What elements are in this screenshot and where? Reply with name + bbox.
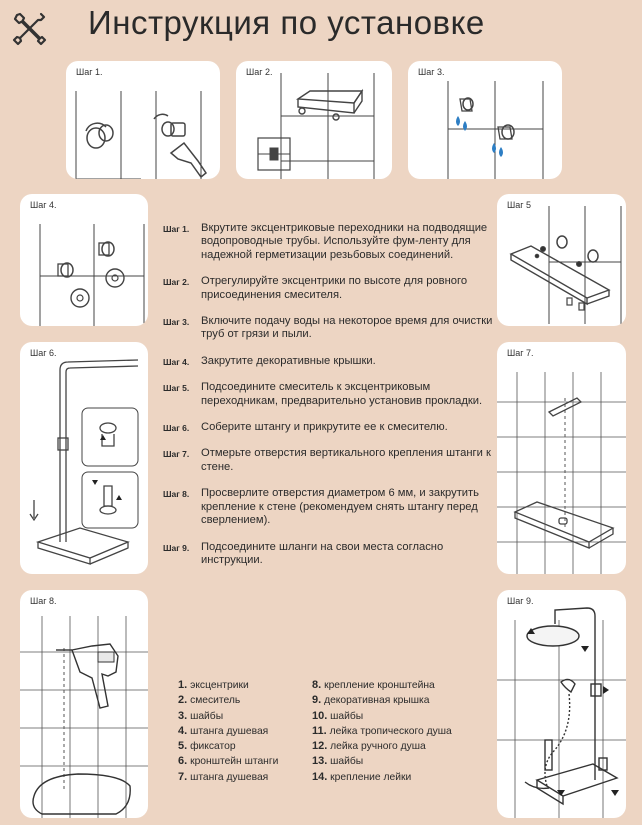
step-number: Шаг 5. [163, 383, 190, 394]
part-name: крепление кронштейна [324, 680, 435, 691]
step-number: Шаг 4. [163, 356, 190, 367]
part-name: лейка ручного душа [330, 741, 426, 753]
step-text: Вкрутите эксцентриковые переходники на подводящие водопроводные трубы. Используйте фум-ленту для надежной герметизации резьбовых соединений. [201, 222, 488, 261]
parts-list-left [178, 678, 278, 785]
step2-illustration [236, 61, 392, 179]
step5-panel [497, 194, 626, 326]
step3-illustration [408, 61, 562, 179]
step-item [163, 355, 493, 368]
step8-label: Шаг 8. [30, 596, 57, 606]
part-number: 6. [178, 755, 188, 768]
part-number: 1. [178, 679, 188, 691]
part-name: кронштейн штанги [190, 756, 279, 768]
step-number: Шаг 3. [163, 317, 190, 328]
part-number: 8. [312, 679, 322, 691]
part-number: 4. [178, 724, 188, 737]
part-item [178, 693, 278, 708]
step2-panel [236, 61, 392, 179]
step-item [163, 222, 493, 262]
part-item [178, 678, 278, 693]
step-item [163, 315, 493, 342]
part-item [312, 678, 452, 693]
step-item [163, 275, 493, 302]
part-number: 13. [312, 755, 328, 768]
water-drops-icon [456, 116, 503, 157]
part-item [312, 693, 452, 708]
part-name: лейка тропического душа [329, 725, 452, 737]
step9-panel [497, 590, 626, 818]
step1-illustration [66, 61, 220, 179]
parts-list-right [312, 678, 452, 785]
step3-panel [408, 61, 562, 179]
part-name: крепление лейки [330, 771, 412, 783]
part-name: эксцентрики [190, 680, 249, 691]
step1-label: Шаг 1. [76, 67, 103, 77]
step-number: Шаг 7. [163, 449, 190, 460]
part-number: 10. [312, 709, 328, 722]
part-name: штанга душевая [190, 771, 269, 783]
wrench-screwdriver-icon [10, 10, 48, 48]
part-number: 11. [312, 724, 327, 737]
step-number: Шаг 6. [163, 423, 190, 434]
step3-label: Шаг 3. [418, 67, 445, 77]
step6-label: Шаг 6. [30, 348, 57, 358]
step8-panel [20, 590, 148, 818]
step-text: Закрутите декоративные крышки. [201, 354, 376, 367]
step-text: Подсоедините смеситель к эксцентриковым переходникам, предварительно установив прокладки. [201, 381, 483, 407]
step-number: Шаг 8. [163, 489, 190, 500]
part-item [178, 754, 278, 769]
step7-illustration [497, 342, 626, 574]
part-item [312, 724, 452, 739]
part-name: фиксатор [190, 741, 236, 753]
step6-illustration [20, 342, 148, 574]
step7-panel [497, 342, 626, 574]
part-item [312, 709, 452, 724]
part-number: 7. [178, 770, 188, 783]
part-item [178, 709, 278, 724]
step9-illustration [497, 590, 626, 818]
part-item [312, 739, 452, 754]
part-number: 3. [178, 709, 188, 722]
part-number: 5. [178, 740, 188, 753]
step-item [163, 381, 493, 408]
step-text: Отмерьте отверстия вертикального крепления штанги к стене. [201, 447, 491, 473]
part-name: декоративная крышка [324, 695, 430, 707]
part-name: штанга душевая [190, 725, 269, 737]
step9-label: Шаг 9. [507, 596, 534, 606]
part-item [178, 724, 278, 739]
step6-panel [20, 342, 148, 574]
part-name: шайбы [330, 710, 364, 722]
part-name: шайбы [190, 710, 224, 722]
part-item [178, 770, 278, 785]
part-name: шайбы [330, 756, 364, 768]
part-number: 12. [312, 740, 328, 753]
step-item [163, 487, 493, 527]
step-item [163, 421, 493, 434]
step7-label: Шаг 7. [507, 348, 534, 358]
step4-panel [20, 194, 148, 326]
part-number: 2. [178, 694, 188, 707]
part-name: смеситель [190, 695, 241, 707]
part-item [312, 770, 452, 785]
step4-label: Шаг 4. [30, 200, 57, 210]
arrow-icon [92, 435, 122, 500]
step5-illustration [497, 194, 626, 326]
step-item [163, 541, 493, 568]
steps-list [163, 222, 493, 567]
step-item [163, 447, 493, 474]
step5-label: Шаг 5 [507, 200, 532, 210]
step-text: Включите подачу воды на некоторое время для очистки труб от грязи и пыли. [201, 315, 493, 341]
step-number: Шаг 9. [163, 542, 190, 553]
step8-illustration [20, 590, 148, 818]
part-item [178, 739, 278, 754]
step-number: Шаг 2. [163, 277, 190, 288]
part-item [312, 754, 452, 769]
step-text: Отрегулируйте эксцентрики по высоте для ровного присоединения смесителя. [201, 275, 468, 301]
step-text: Соберите штангу и прикрутите ее к смесителю. [201, 421, 448, 434]
step-text: Просверлите отверстия диаметром 6 мм, и закрутить крепление к стене (рекомендуем снять штангу перед сверлением). [201, 487, 480, 527]
part-number: 14. [312, 770, 328, 783]
step-text: Подсоедините шланги на свои места согласно инструкции. [201, 540, 444, 566]
part-number: 9. [312, 694, 322, 707]
page-title: Инструкция по установке [88, 4, 485, 41]
step-number: Шаг 1. [163, 224, 190, 234]
step2-label: Шаг 2. [246, 67, 273, 77]
step1-panel [66, 61, 220, 179]
step4-illustration [20, 194, 148, 326]
